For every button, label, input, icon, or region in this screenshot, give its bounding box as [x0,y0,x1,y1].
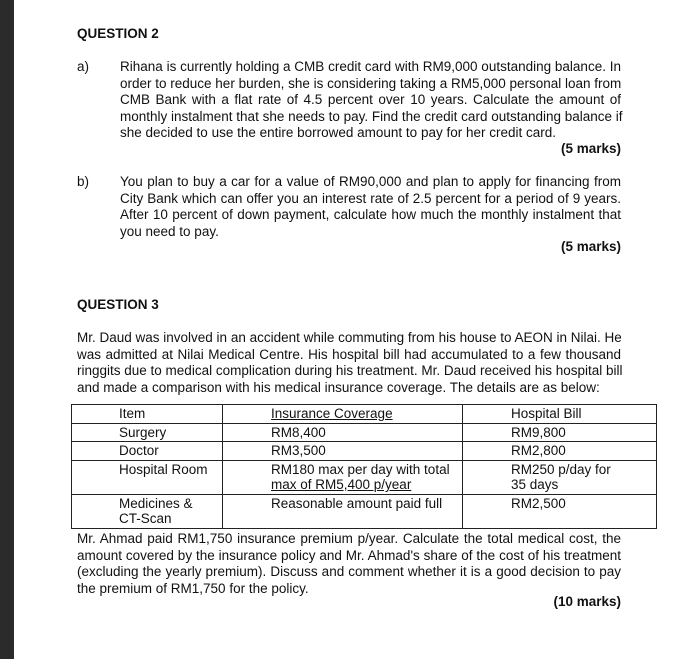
coverage-cell: RM180 max per day with total max of RM5,400 p/year [223,460,463,494]
question-3-marks: (10 marks) [553,594,621,609]
coverage-cell: RM3,500 [223,442,463,461]
text-line: Mr. Daud was involved in an accident while commuting from his house to AEON in Nilai. He [77,330,622,345]
item-cell: Hospital Room [72,460,223,494]
header-cell: Insurance Coverage [223,405,463,424]
bill-cell: RM250 p/day for 35 days [463,460,657,494]
question-3-intro [77,330,621,396]
item-cell: Surgery [72,423,223,442]
part-a-label: a) [77,59,90,74]
bill-cell: RM9,800 [463,423,657,442]
text-line: ringgits due to medical complication during his treatment. Mr. Daud received his hospital bill [77,363,623,379]
text-line: you need to pay. [120,223,219,239]
header-cell: Hospital Bill [463,405,657,424]
question-2-heading: QUESTION 2 [77,26,159,41]
text-line: (excluding the yearly premium). Discuss and comment whether it is a good decision to pay [77,564,621,580]
text-line: You plan to buy a car for a value of RM90,000 and plan to apply for financing from [120,174,621,189]
text-line: was admitted at Nilai Medical Centre. His hospital bill had accumulated to a few thousand [77,346,621,362]
item-cell: Medicines & CT-Scan [72,494,223,528]
part-a-marks: (5 marks) [560,141,621,156]
part-b-marks: (5 marks) [560,239,621,254]
header-cell: Item [72,405,223,424]
text-line: City Bank which can offer you an interest rate of 2.5 percent for a period of 9 years. [120,190,621,206]
item-cell: Doctor [72,442,223,461]
table-header-row [72,405,657,424]
coverage-cell: Reasonable amount paid full [223,494,463,528]
table-row [72,494,657,528]
text-line: amount covered by the insurance policy and Mr. Ahmad's share of the cost of his treatment [77,547,621,563]
question-3-heading: QUESTION 3 [77,297,159,312]
part-b-label: b) [77,174,90,189]
coverage-cell: RM8,400 [223,423,463,442]
text-line: monthly instalment that she needs to pay. Find the credit card outstanding balance if [120,108,623,124]
text-line: CMB Bank with a flat rate of 4.5 percent over 10 years. Calculate the amount of [120,92,621,108]
bill-cell: RM2,800 [463,442,657,461]
text-line: Mr. Ahmad paid RM1,750 insurance premium p/year. Calculate the total medical cost, the [77,531,621,546]
question-3-closing [77,531,621,597]
part-a-text [120,59,621,142]
table-row [72,423,657,442]
insurance-coverage-table [71,404,657,529]
text-line: After 10 percent of down payment, calculate how much the monthly instalment that [120,207,621,223]
part-b-text [120,174,621,240]
table-row [72,460,657,494]
table-row [72,442,657,461]
bill-cell: RM2,500 [463,494,657,528]
text-line: the premium of RM1,750 for the policy. [77,580,309,596]
text-line: order to reduce her burden, she is considering taking a RM5,000 personal loan from [120,75,622,91]
text-line: she decided to use the entire borrowed amount to pay for her credit card. [120,125,557,141]
text-line: and made a comparison with his medical insurance coverage. The details are as below: [77,379,600,395]
text-line: Rihana is currently holding a CMB credit card with RM9,000 outstanding balance. In [120,59,621,74]
left-edge-shadow [0,0,14,659]
